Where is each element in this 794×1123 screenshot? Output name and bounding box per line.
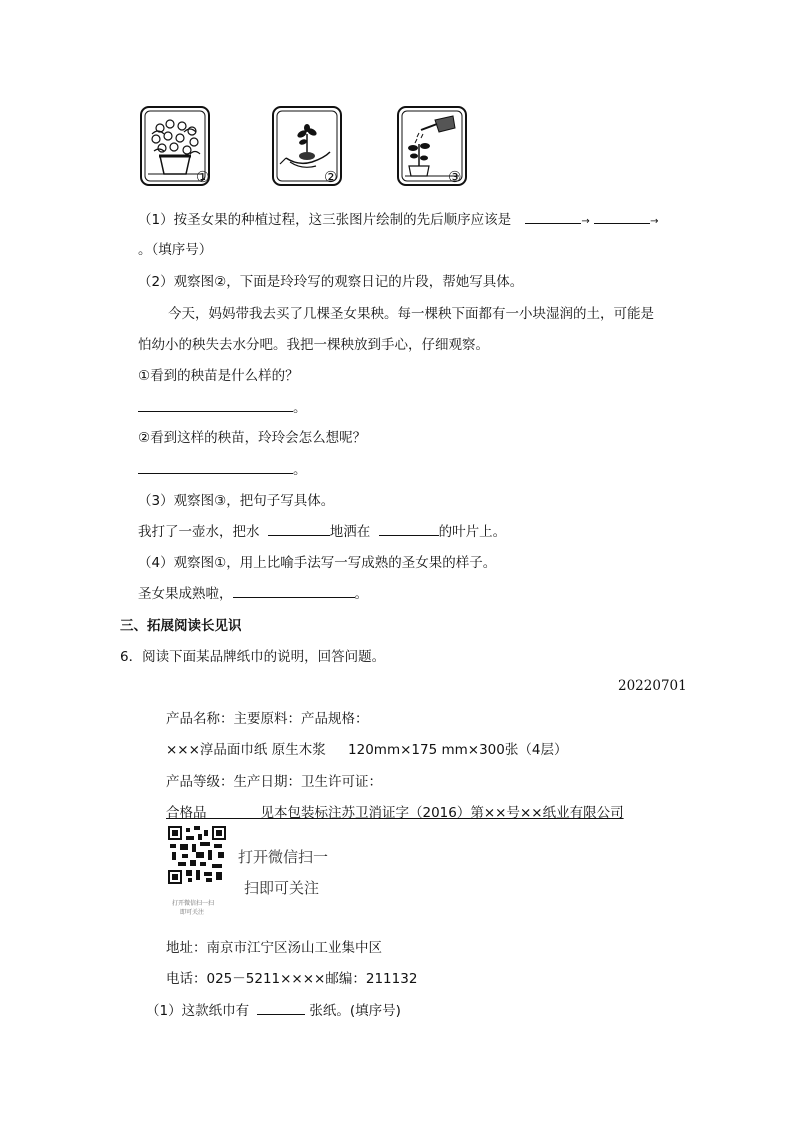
- picture-2-number: ②: [324, 168, 338, 186]
- q6-row-1: 产品名称：主要原料：产品规格：: [166, 711, 369, 727]
- q6-row-2: [166, 738, 567, 758]
- q6-phone: 电话：025－5211××××邮编：211132: [166, 971, 418, 987]
- q4-blank[interactable]: [233, 583, 355, 598]
- q6-row-4: 合格品 见本包装标注苏卫消证字（2016）第××号××纸业有限公司: [166, 805, 624, 821]
- q3-sentence: [138, 520, 506, 540]
- q2-answer-1: [138, 396, 307, 416]
- q1-blank-1[interactable]: [525, 209, 581, 224]
- qr-label-line-1: 打开微信扫一: [238, 848, 329, 866]
- q3-part-2: 地洒在: [329, 524, 371, 540]
- q1-text: （1）按圣女果的种植过程，这三张图片绘制的先后顺序应该是: [138, 212, 512, 228]
- q4-part-1: 圣女果成熟啦，: [138, 586, 233, 602]
- q6-sub1-part-1: （1）这款纸巾有: [146, 1003, 250, 1019]
- q2-title: （2）观察图②，下面是玲玲写的观察日记的片段，帮她写具体。: [138, 274, 524, 290]
- qr-code[interactable]: [168, 826, 226, 884]
- q1-blank-2[interactable]: [594, 209, 650, 224]
- q3-blank-1[interactable]: [268, 521, 330, 536]
- qr-small-caption-1: 打开微信扫一扫: [172, 900, 215, 907]
- q2-answer-2: [138, 458, 307, 478]
- q6-title: 6．阅读下面某品牌纸巾的说明，回答问题。: [120, 649, 386, 665]
- q6-code: 20220701: [618, 678, 687, 694]
- q2-answer-2-blank[interactable]: [138, 459, 293, 474]
- q3-title: （3）观察图③，把句子写具体。: [138, 493, 335, 509]
- q1-arrow-1: →: [581, 216, 590, 227]
- q4-period: 。: [354, 586, 368, 602]
- q2-sub1: ①看到的秧苗是什么样的？: [138, 368, 299, 384]
- q6-row-2-spec: 120mm×175 mm×300张（4层）: [348, 742, 568, 758]
- q6-sub1: [146, 999, 401, 1019]
- q2-para2: 怕幼小的秧失去水分吧。我把一棵秧放到手心，仔细观察。: [138, 337, 489, 353]
- q1-line2: 。（填序号）: [138, 242, 213, 258]
- section-3-heading: 三、拓展阅读长见识: [120, 618, 242, 634]
- q6-row-3: 产品等级：生产日期：卫生许可证：: [166, 774, 382, 790]
- q4-sentence: [138, 582, 368, 602]
- q2-answer-1-blank[interactable]: [138, 397, 293, 412]
- q6-sub1-blank[interactable]: [257, 1000, 305, 1015]
- q1-prompt: [138, 208, 658, 228]
- q2-answer-2-period: 。: [293, 462, 307, 478]
- qr-code-icon: [168, 826, 226, 884]
- q2-answer-1-period: 。: [293, 400, 307, 416]
- q6-sub1-part-2: 张纸。(填序号): [309, 1003, 401, 1019]
- q3-blank-2[interactable]: [379, 521, 439, 536]
- q4-title: （4）观察图①，用上比喻手法写一写成熟的圣女果的样子。: [138, 555, 497, 571]
- picture-3-number: ③: [448, 168, 462, 186]
- q2-para1: 今天，妈妈带我去买了几棵圣女果秧。每一棵秧下面都有一小块湿润的土，可能是: [168, 306, 654, 322]
- q1-arrow-2: →: [650, 216, 659, 227]
- q3-part-3: 的叶片上。: [438, 524, 507, 540]
- qr-small-caption-2: 即可关注: [180, 909, 205, 916]
- picture-1-number: ①: [196, 168, 210, 186]
- q6-address: 地址：南京市江宁区汤山工业集中区: [166, 940, 382, 956]
- q2-sub2: ②看到这样的秧苗，玲玲会怎么想呢？: [138, 430, 367, 446]
- qr-label-line-2: 扫即可关注: [244, 879, 320, 897]
- q6-row-2-name: ×××淳品面巾纸 原生木浆: [166, 742, 326, 758]
- q3-part-1: 我打了一壶水，把水: [138, 524, 260, 540]
